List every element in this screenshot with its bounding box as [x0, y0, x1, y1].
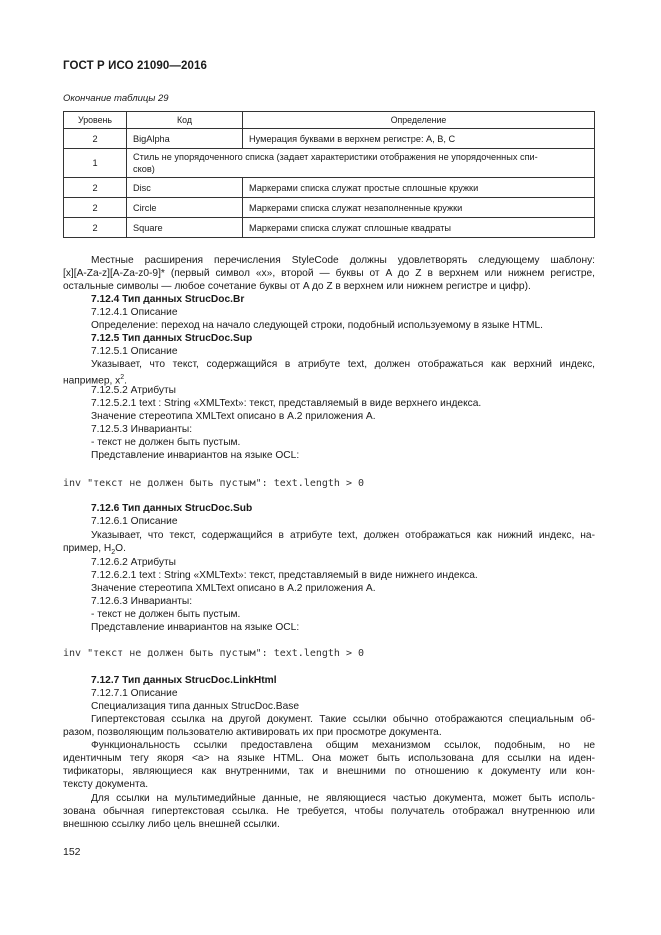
paragraph-sup-desc [63, 358, 595, 387]
cell-definition: Нумерация буквами в верхнем регистре: A, B, C [243, 129, 595, 149]
subsection-title: 7.12.4.1 Описание [91, 307, 178, 318]
subsection-title: 7.12.6.3 Инварианты: [91, 596, 193, 607]
section-heading: 7.12.7 Тип данных StrucDoc.LinkHtml [91, 675, 277, 686]
paragraph-text: 7.12.5.2.1 text : String «XMLText»: текст, представляемый в виде верхнего индекса. [91, 398, 482, 409]
subsection-title: 7.12.5.3 Инварианты: [91, 424, 193, 435]
table-row [64, 129, 595, 149]
paragraph-sub-desc [63, 529, 595, 559]
subsection-title: 7.12.5.2 Атрибуты [91, 385, 176, 396]
section-7-12-4-title [91, 293, 244, 306]
section-heading: 7.12.4 Тип данных StrucDoc.Br [91, 294, 245, 305]
cell-level: 1 [64, 149, 127, 178]
document-header: ГОСТ Р ИСО 21090—2016 [63, 60, 208, 72]
page-number: 152 [63, 846, 81, 858]
section-heading: 7.12.6 Тип данных StrucDoc.Sub [91, 503, 253, 514]
col-definition-header: Определение [243, 112, 595, 129]
text-fragment: . [124, 375, 128, 387]
cell-code: Square [127, 218, 243, 238]
text-line: Для ссылки на мультимедийные данные, не являющиеся частью документа, может быть исполь- [91, 793, 595, 804]
section-7-12-5-title [91, 332, 252, 345]
table-row [64, 198, 595, 218]
table-row [64, 149, 595, 178]
text-line: Местные расширения перечисления StyleCode должны удовлетворять следующему шаблону: [91, 255, 595, 266]
text-line: Указывает, что текст, содержащийся в атрибуте text, должен отображаться как нижний индекс, на- [91, 530, 595, 541]
paragraph-text: 7.12.6.2.1 text : String «XMLText»: текст, представляемый в виде нижнего индекса. [91, 570, 478, 581]
text-line: тексту документа. [63, 779, 149, 790]
cell-level: 2 [64, 129, 127, 149]
text-line: зована обычная гипертекстовая ссылка. Не требуется, чтобы получатель отображал внутреннюю или [63, 806, 595, 817]
cell-level: 2 [64, 178, 127, 198]
table-caption: Окончание таблицы 29 [63, 93, 169, 104]
subsection-title: 7.12.7.1 Описание [91, 688, 178, 699]
text-fragment: например, x [63, 375, 121, 387]
paragraph-link-2 [63, 739, 595, 791]
table-header-row [64, 112, 595, 129]
paragraph-text: Представление инвариантов на языке OCL: [91, 622, 300, 633]
text-line: разом, позволяющим пользователю активировать их при просмотре документа. [63, 727, 442, 738]
ocl-code-line: inv "текст не должен быть пустым": text.length > 0 [63, 648, 365, 659]
table-row [64, 178, 595, 198]
paragraph-text: Значение стереотипа XMLText описано в A.2 приложения A. [91, 583, 376, 594]
subscript: 2 [111, 549, 116, 557]
subsection-title: 7.12.6.1 Описание [91, 516, 178, 527]
col-code-header: Код [127, 112, 243, 129]
cell-code: Disc [127, 178, 243, 198]
superscript: 2 [120, 374, 125, 381]
cell-definition-line: Стиль не упорядоченного списка (задает характеристики отображения не упорядоченных спи- [133, 152, 538, 162]
text-line: Указывает, что текст, содержащийся в атрибуте text, должен отображаться как верхний индекс, [91, 359, 595, 370]
col-level-header: Уровень [64, 112, 127, 129]
paragraph-link-1 [63, 713, 595, 739]
paragraph-text: Специализация типа данных StrucDoc.Base [91, 701, 299, 712]
paragraph-link-3 [63, 792, 595, 831]
ocl-code-line: inv "текст не должен быть пустым": text.length > 0 [63, 478, 365, 489]
table-row [64, 218, 595, 238]
section-7-12-7-title [91, 674, 277, 687]
text-line: [x][A-Za-z][A-Za-z0-9]* (первый символ «x», второй — буквы от A до Z в верхнем или нижнем регистре, [63, 268, 595, 279]
subsection-title: 7.12.6.2 Атрибуты [91, 557, 176, 568]
text-line: тификаторы, являющиеся как внутренними, так и внешними по отношению к документу или кон- [63, 766, 595, 777]
cell-definition-merged [127, 149, 595, 178]
text-fragment: пример, H [63, 543, 112, 554]
list-item: - текст не должен быть пустым. [91, 437, 241, 448]
text-line: Функциональность ссылки предоставлена общим механизмом ссылок, подобным, но не [91, 740, 595, 751]
section-heading: 7.12.5 Тип данных StrucDoc.Sup [91, 333, 253, 344]
cell-code: Circle [127, 198, 243, 218]
cell-code: BigAlpha [127, 129, 243, 149]
paragraph-text: Определение: переход на начало следующей строки, подобный используемому в языке HTML. [91, 320, 543, 331]
text-line: Гипертекстовая ссылка на другой документ. Такие ссылки обычно отображаются специальным об- [91, 714, 595, 725]
text-line: остальные символы — любое сочетание буквы от A до Z в верхнем или нижнем регистре и цифр). [63, 281, 531, 292]
cell-definition-line: сков) [133, 164, 155, 174]
cell-level: 2 [64, 198, 127, 218]
cell-definition: Маркерами списка служат сплошные квадраты [243, 218, 595, 238]
list-item: - текст не должен быть пустым. [91, 609, 241, 620]
text-fragment: O. [115, 543, 126, 554]
section-7-12-6-title [91, 502, 252, 515]
paragraph-text: Представление инвариантов на языке OCL: [91, 450, 300, 461]
paragraph-stylecode [63, 254, 595, 293]
subsection-title: 7.12.5.1 Описание [91, 346, 178, 357]
cell-definition: Маркерами списка служат незаполненные кружки [243, 198, 595, 218]
paragraph-text: Значение стереотипа XMLText описано в A.2 приложения A. [91, 411, 376, 422]
cell-level: 2 [64, 218, 127, 238]
cell-definition: Маркерами списка служат простые сплошные кружки [243, 178, 595, 198]
text-line: идентичным тегу якоря <a> на языке HTML. Она может быть использована для ссылки на иден- [63, 753, 595, 764]
text-line: внешнюю ссылку либо цель внешней ссылки. [63, 819, 280, 830]
table-29 [63, 111, 595, 238]
